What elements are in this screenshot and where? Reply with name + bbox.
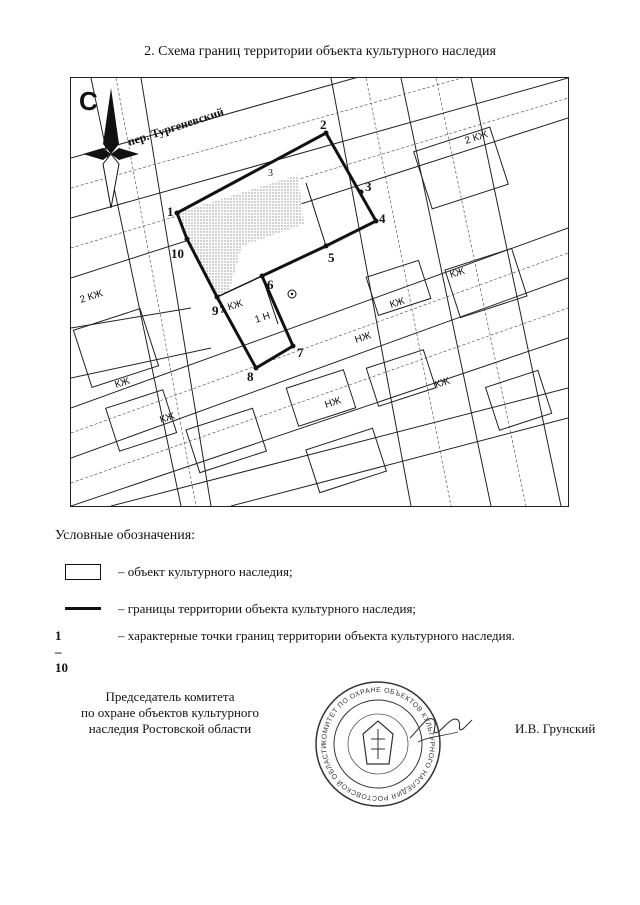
block-label: НЖ	[353, 330, 373, 346]
handwritten-signature-icon	[408, 706, 474, 746]
svg-text:КОМИТЕТ ПО ОХРАНЕ ОБЪЕКТОВ КУЛ: КОМИТЕТ ПО ОХРАНЕ ОБЪЕКТОВ КУЛЬТУРНОГО НАСЛЕДИЯ РОСТОВСКОЙ ОБЛАСТИ	[320, 686, 436, 802]
signatory-line: наследия Ростовской области	[88, 721, 252, 736]
legend-text: – характерные точки границ территории объекта культурного наследия.	[118, 628, 515, 643]
inner-line	[306, 183, 326, 246]
site-plan-map	[70, 77, 569, 507]
heritage-object-symbol-icon	[65, 564, 101, 580]
north-label: С	[79, 86, 98, 116]
block-label: 1 Н	[253, 310, 272, 326]
block-label: КЖ	[448, 265, 467, 281]
point-label: 1	[167, 204, 174, 219]
heritage-object-area	[177, 175, 304, 297]
signatory-line: Председатель комитета	[105, 689, 235, 704]
block-label: КЖ	[388, 295, 407, 311]
signatory-title	[40, 689, 300, 737]
street-label: пер. Тургеневский	[125, 104, 226, 149]
block-label: КЖ	[158, 410, 177, 426]
signatory-name: И.В. Грунский	[515, 721, 596, 736]
legend-text: – объект культурного наследия;	[118, 564, 293, 579]
point-label: 10	[171, 246, 184, 261]
legend-text: – границы территории объекта культурного наследия;	[118, 601, 417, 616]
block-label: 2 КЖ	[78, 288, 105, 306]
point-label: 5	[328, 250, 335, 265]
point-label: 3	[365, 179, 372, 194]
map-canvas	[71, 78, 568, 506]
boundary-line-symbol-icon	[65, 607, 101, 610]
block-label: 2 КЖ	[463, 129, 490, 147]
signatory-line: по охране объектов культурного	[81, 705, 259, 720]
block-labels	[79, 129, 490, 426]
point-label: 2	[320, 117, 327, 132]
block-label: КЖ	[113, 375, 132, 391]
point-label: 8	[247, 369, 254, 384]
point-label: 6	[267, 277, 274, 292]
point-label: 9	[212, 303, 219, 318]
page-title: 2. Схема границ территории объекта культурного наследия	[144, 44, 496, 59]
inner-label: 3	[268, 168, 273, 179]
points-range-symbol: 1 – 10	[55, 628, 68, 675]
block-label: 2 КЖ	[218, 298, 245, 316]
block-label: НЖ	[323, 395, 343, 411]
block-label: КЖ	[433, 375, 452, 391]
point-label: 7	[297, 345, 304, 360]
legend-title: Условные обозначения:	[55, 528, 196, 543]
point-label: 4	[379, 211, 386, 226]
